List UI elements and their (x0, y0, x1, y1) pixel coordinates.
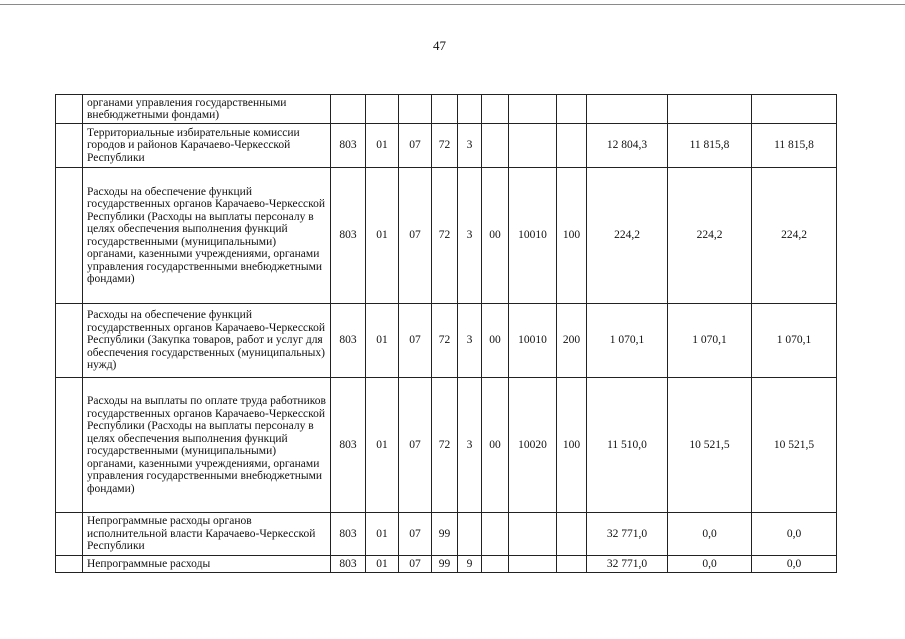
subsection-code-cell: 07 (399, 168, 432, 304)
section-code-cell: 01 (366, 513, 399, 556)
row-number-cell (56, 556, 83, 573)
amount-year-1-cell: 32 771,0 (587, 513, 668, 556)
ministry-code-cell (331, 95, 366, 124)
section-code-cell (366, 95, 399, 124)
amount-year-2-cell: 10 521,5 (668, 378, 752, 513)
subsection-code-cell: 07 (399, 124, 432, 168)
expense-name-cell: Территориальные избирательные комиссии городов и районов Карачаево-Черкесской Республики (83, 124, 331, 168)
activity-code-cell (482, 556, 509, 573)
table-row (56, 168, 837, 304)
expense-type-code-cell (557, 95, 587, 124)
amount-year-3-cell: 224,2 (752, 168, 837, 304)
amount-year-1-cell (587, 95, 668, 124)
ministry-code-cell: 803 (331, 124, 366, 168)
amount-year-2-cell: 0,0 (668, 513, 752, 556)
ministry-code-cell: 803 (331, 556, 366, 573)
page-number: 47 (433, 38, 446, 53)
subprogram-code-cell: 3 (458, 378, 482, 513)
table-row (56, 124, 837, 168)
budget-table (55, 94, 837, 573)
program-code-cell: 72 (432, 168, 458, 304)
subsection-code-cell: 07 (399, 556, 432, 573)
activity-code-cell: 00 (482, 304, 509, 378)
amount-year-1-cell: 1 070,1 (587, 304, 668, 378)
amount-year-3-cell: 11 815,8 (752, 124, 837, 168)
amount-year-1-cell: 12 804,3 (587, 124, 668, 168)
activity-code-cell (482, 124, 509, 168)
direction-code-cell (509, 513, 557, 556)
expense-name-cell: органами управления государственными внебюджетными фондами) (83, 95, 331, 124)
expense-name-cell: Расходы на обеспечение функций государственных органов Карачаево-Черкесской Республики (Расходы на выплаты персоналу в целях обеспечения выполнения функций государственными (муниципальными) органами, казенными учреждениями, органами управления государственными внебюджетными фондами) (83, 168, 331, 304)
expense-type-code-cell: 200 (557, 304, 587, 378)
expense-type-code-cell (557, 124, 587, 168)
amount-year-3-cell: 1 070,1 (752, 304, 837, 378)
row-number-cell (56, 378, 83, 513)
section-code-cell: 01 (366, 304, 399, 378)
subsection-code-cell (399, 95, 432, 124)
direction-code-cell: 10010 (509, 304, 557, 378)
subprogram-code-cell: 3 (458, 124, 482, 168)
ministry-code-cell: 803 (331, 304, 366, 378)
amount-year-2-cell: 224,2 (668, 168, 752, 304)
direction-code-cell: 10010 (509, 168, 557, 304)
program-code-cell (432, 95, 458, 124)
table-row (56, 304, 837, 378)
program-code-cell: 72 (432, 304, 458, 378)
expense-name-cell: Непрограммные расходы (83, 556, 331, 573)
section-code-cell: 01 (366, 124, 399, 168)
amount-year-2-cell (668, 95, 752, 124)
activity-code-cell: 00 (482, 168, 509, 304)
program-code-cell: 99 (432, 513, 458, 556)
activity-code-cell (482, 513, 509, 556)
subprogram-code-cell (458, 513, 482, 556)
expense-type-code-cell: 100 (557, 378, 587, 513)
subprogram-code-cell: 9 (458, 556, 482, 573)
expense-type-code-cell (557, 556, 587, 573)
direction-code-cell: 10020 (509, 378, 557, 513)
section-code-cell: 01 (366, 556, 399, 573)
program-code-cell: 72 (432, 124, 458, 168)
subsection-code-cell: 07 (399, 378, 432, 513)
expense-name-cell: Непрограммные расходы органов исполнительной власти Карачаево-Черкесской Республики (83, 513, 331, 556)
amount-year-1-cell: 32 771,0 (587, 556, 668, 573)
expense-type-code-cell (557, 513, 587, 556)
table-row (56, 378, 837, 513)
subprogram-code-cell (458, 95, 482, 124)
table-row (56, 513, 837, 556)
subsection-code-cell: 07 (399, 304, 432, 378)
ministry-code-cell: 803 (331, 378, 366, 513)
amount-year-3-cell (752, 95, 837, 124)
activity-code-cell: 00 (482, 378, 509, 513)
subprogram-code-cell: 3 (458, 304, 482, 378)
direction-code-cell (509, 124, 557, 168)
row-number-cell (56, 304, 83, 378)
subsection-code-cell: 07 (399, 513, 432, 556)
expense-name-cell: Расходы на обеспечение функций государственных органов Карачаево-Черкесской Республики (Закупка товаров, работ и услуг для обеспечения государственных (муниципальных) нужд) (83, 304, 331, 378)
row-number-cell (56, 168, 83, 304)
amount-year-2-cell: 11 815,8 (668, 124, 752, 168)
program-code-cell: 99 (432, 556, 458, 573)
section-code-cell: 01 (366, 378, 399, 513)
direction-code-cell (509, 95, 557, 124)
row-number-cell (56, 513, 83, 556)
amount-year-3-cell: 0,0 (752, 556, 837, 573)
table-row (56, 556, 837, 573)
row-number-cell (56, 124, 83, 168)
scan-edge-line (0, 4, 905, 5)
amount-year-3-cell: 10 521,5 (752, 378, 837, 513)
amount-year-3-cell: 0,0 (752, 513, 837, 556)
amount-year-2-cell: 1 070,1 (668, 304, 752, 378)
row-number-cell (56, 95, 83, 124)
ministry-code-cell: 803 (331, 513, 366, 556)
amount-year-2-cell: 0,0 (668, 556, 752, 573)
activity-code-cell (482, 95, 509, 124)
subprogram-code-cell: 3 (458, 168, 482, 304)
amount-year-1-cell: 11 510,0 (587, 378, 668, 513)
direction-code-cell (509, 556, 557, 573)
table-row (56, 95, 837, 124)
amount-year-1-cell: 224,2 (587, 168, 668, 304)
section-code-cell: 01 (366, 168, 399, 304)
ministry-code-cell: 803 (331, 168, 366, 304)
program-code-cell: 72 (432, 378, 458, 513)
expense-type-code-cell: 100 (557, 168, 587, 304)
expense-name-cell: Расходы на выплаты по оплате труда работников государственных органов Карачаево-Черкесской Республики (Расходы на выплаты персоналу в целях обеспечения выполнения функций государственными (муниципальными) органами, казенными учреждениями, органами управления государственными внебюджетными фондами) (83, 378, 331, 513)
